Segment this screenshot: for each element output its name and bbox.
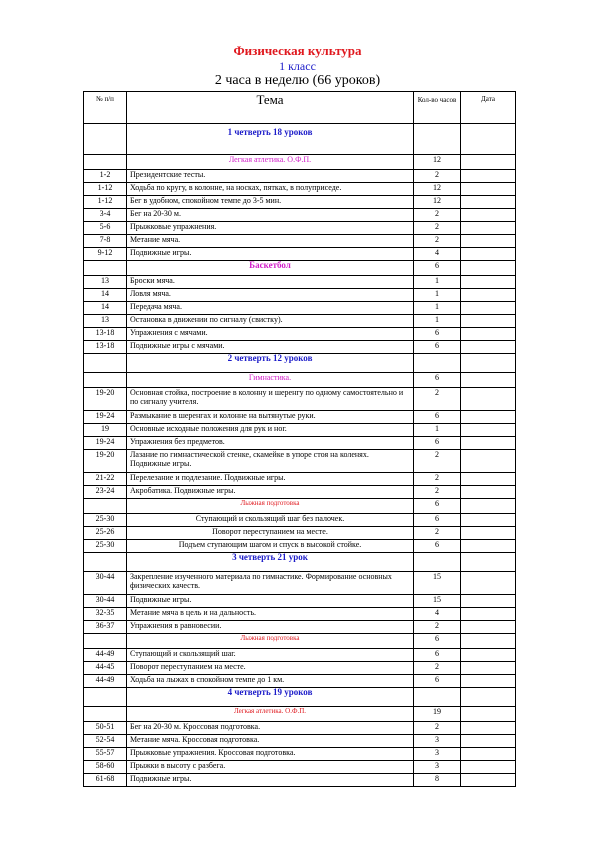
- qty-cell: 2: [414, 235, 461, 248]
- num-cell: 50-51: [84, 722, 127, 735]
- date-cell: [461, 170, 516, 183]
- qty-cell: 4: [414, 608, 461, 621]
- num-cell: 1-12: [84, 183, 127, 196]
- section-row: [84, 707, 516, 722]
- num-cell: 19-20: [84, 388, 127, 411]
- num-cell: 13-18: [84, 328, 127, 341]
- topic-cell: Поворот переступанием на месте.: [127, 527, 414, 540]
- table-row: [84, 388, 516, 411]
- num-cell: 19: [84, 424, 127, 437]
- table-row: [84, 486, 516, 499]
- table-row: [84, 748, 516, 761]
- topic-cell: Ступающий и скользящий шаг.: [127, 649, 414, 662]
- topic-cell: Бег на 20-30 м. Кроссовая подготовка.: [127, 722, 414, 735]
- table-row: [84, 315, 516, 328]
- quarter-title: 3 четверть 21 урок: [127, 553, 414, 572]
- topic-cell: Бег в удобном, спокойном темпе до 3-5 мин.: [127, 196, 414, 209]
- table-row: [84, 328, 516, 341]
- section-title: Легкая атлетика. О.Ф.П.: [127, 707, 414, 722]
- topic-cell: Упражнения в равновесии.: [127, 621, 414, 634]
- table-row: [84, 608, 516, 621]
- page-title: Физическая культура: [233, 43, 362, 58]
- table-row: [84, 222, 516, 235]
- date-cell: [461, 209, 516, 222]
- topic-cell: Броски мяча.: [127, 276, 414, 289]
- quarter-title: 2 четверть 12 уроков: [127, 354, 414, 373]
- grade-label: 1 класс: [279, 59, 316, 73]
- date-cell: [461, 621, 516, 634]
- table-header-row: [84, 92, 516, 124]
- section-row: [84, 634, 516, 649]
- num-cell: 52-54: [84, 735, 127, 748]
- num-cell: [84, 373, 127, 388]
- date-cell: [461, 486, 516, 499]
- date-cell: [461, 774, 516, 787]
- qty-cell: 1: [414, 276, 461, 289]
- qty-cell: 19: [414, 707, 461, 722]
- topic-cell: Подвижные игры.: [127, 595, 414, 608]
- date-cell: [461, 276, 516, 289]
- date-cell: [461, 341, 516, 354]
- qty-cell: 2: [414, 222, 461, 235]
- date-cell: [461, 235, 516, 248]
- table-row: [84, 473, 516, 486]
- qty-cell: 6: [414, 649, 461, 662]
- date-cell: [461, 735, 516, 748]
- topic-cell: Прыжковые упражнения.: [127, 222, 414, 235]
- date-cell: [461, 155, 516, 170]
- date-cell: [461, 595, 516, 608]
- quarter-row: [84, 124, 516, 155]
- num-cell: [84, 354, 127, 373]
- table-row: [84, 595, 516, 608]
- date-cell: [461, 662, 516, 675]
- table-row: [84, 621, 516, 634]
- topic-cell: Ступающий и скользящий шаг без палочек.: [127, 514, 414, 527]
- date-cell: [461, 424, 516, 437]
- qty-cell: 6: [414, 540, 461, 553]
- topic-cell: Основные исходные положения для рук и ног.: [127, 424, 414, 437]
- topic-cell: Подвижные игры.: [127, 774, 414, 787]
- date-cell: [461, 688, 516, 707]
- num-cell: 25-30: [84, 514, 127, 527]
- qty-cell: 2: [414, 662, 461, 675]
- topic-cell: Упражнения с мячами.: [127, 328, 414, 341]
- date-cell: [461, 328, 516, 341]
- date-cell: [461, 748, 516, 761]
- date-cell: [461, 499, 516, 514]
- date-cell: [461, 373, 516, 388]
- topic-cell: Поворот переступанием на месте.: [127, 662, 414, 675]
- section-title: Лыжная подготовка: [127, 499, 414, 514]
- topic-cell: Основная стойка, построение в колонну и шеренгу по одному самостоятельно и по сигналу учителя.: [127, 388, 414, 411]
- table-row: [84, 289, 516, 302]
- date-cell: [461, 649, 516, 662]
- qty-cell: 6: [414, 499, 461, 514]
- table-row: [84, 722, 516, 735]
- table-row: [84, 170, 516, 183]
- section-row: [84, 499, 516, 514]
- topic-cell: Упражнения без предметов.: [127, 437, 414, 450]
- num-cell: 61-68: [84, 774, 127, 787]
- table-row: [84, 675, 516, 688]
- date-cell: [461, 722, 516, 735]
- table-row: [84, 572, 516, 595]
- section-row: [84, 155, 516, 170]
- hours-label: 2 часа в неделю (66 уроков): [214, 73, 381, 88]
- date-cell: [461, 675, 516, 688]
- section-title: Легкая атлетика. О.Ф.П.: [127, 155, 414, 170]
- qty-cell: 6: [414, 514, 461, 527]
- table-row: [84, 540, 516, 553]
- table-row: [84, 437, 516, 450]
- table-row: [84, 183, 516, 196]
- num-cell: 13: [84, 276, 127, 289]
- num-cell: 19-24: [84, 411, 127, 424]
- date-cell: [461, 388, 516, 411]
- section-row: [84, 261, 516, 276]
- section-title: Баскетбол: [127, 261, 414, 276]
- topic-cell: Ловля мяча.: [127, 289, 414, 302]
- section-row: [84, 373, 516, 388]
- date-cell: [461, 761, 516, 774]
- topic-cell: Прыжковые упражнения. Кроссовая подготовка.: [127, 748, 414, 761]
- qty-cell: 2: [414, 621, 461, 634]
- topic-cell: Бег на 20-30 м.: [127, 209, 414, 222]
- num-cell: 7-8: [84, 235, 127, 248]
- date-cell: [461, 248, 516, 261]
- qty-cell: 15: [414, 595, 461, 608]
- date-cell: [461, 183, 516, 196]
- date-cell: [461, 572, 516, 595]
- topic-cell: Ходьба на лыжах в спокойном темпе до 1 км.: [127, 675, 414, 688]
- qty-cell: 2: [414, 527, 461, 540]
- num-cell: 44-45: [84, 662, 127, 675]
- lesson-plan-table: [83, 91, 516, 787]
- num-cell: 14: [84, 302, 127, 315]
- topic-cell: Остановка в движении по сигналу (свистку).: [127, 315, 414, 328]
- num-cell: 36-37: [84, 621, 127, 634]
- qty-cell: [414, 688, 461, 707]
- num-cell: 19-24: [84, 437, 127, 450]
- qty-cell: 2: [414, 170, 461, 183]
- header-date: Дата: [461, 92, 516, 124]
- date-cell: [461, 315, 516, 328]
- table-row: [84, 341, 516, 354]
- date-cell: [461, 354, 516, 373]
- qty-cell: 6: [414, 328, 461, 341]
- num-cell: 1-2: [84, 170, 127, 183]
- qty-cell: 1: [414, 315, 461, 328]
- date-cell: [461, 411, 516, 424]
- topic-cell: Метание мяча в цель и на дальность.: [127, 608, 414, 621]
- num-cell: 9-12: [84, 248, 127, 261]
- table-row: [84, 649, 516, 662]
- table-row: [84, 450, 516, 473]
- qty-cell: 6: [414, 373, 461, 388]
- qty-cell: 1: [414, 289, 461, 302]
- num-cell: 55-57: [84, 748, 127, 761]
- qty-cell: 6: [414, 261, 461, 276]
- table-row: [84, 196, 516, 209]
- qty-cell: 8: [414, 774, 461, 787]
- qty-cell: [414, 354, 461, 373]
- quarter-title: 4 четверть 19 уроков: [127, 688, 414, 707]
- quarter-title: 1 четверть 18 уроков: [127, 124, 414, 155]
- num-cell: 32-35: [84, 608, 127, 621]
- date-cell: [461, 540, 516, 553]
- date-cell: [461, 608, 516, 621]
- qty-cell: 2: [414, 486, 461, 499]
- header-num: № п/п: [84, 92, 127, 124]
- num-cell: 58-60: [84, 761, 127, 774]
- date-cell: [461, 707, 516, 722]
- topic-cell: Президентские тесты.: [127, 170, 414, 183]
- num-cell: [84, 634, 127, 649]
- table-row: [84, 527, 516, 540]
- num-cell: 3-4: [84, 209, 127, 222]
- quarter-row: [84, 354, 516, 373]
- num-cell: 44-49: [84, 675, 127, 688]
- qty-cell: 6: [414, 411, 461, 424]
- date-cell: [461, 450, 516, 473]
- qty-cell: 12: [414, 196, 461, 209]
- date-cell: [461, 196, 516, 209]
- header-topic: Тема: [127, 92, 414, 124]
- qty-cell: 3: [414, 761, 461, 774]
- num-cell: 44-49: [84, 649, 127, 662]
- topic-cell: Лазание по гимнастической стенке, скамейке в упоре стоя на коленях. Подвижные игры.: [127, 450, 414, 473]
- num-cell: [84, 553, 127, 572]
- topic-cell: Передача мяча.: [127, 302, 414, 315]
- qty-cell: 12: [414, 183, 461, 196]
- num-cell: [84, 499, 127, 514]
- date-cell: [461, 527, 516, 540]
- num-cell: 19-20: [84, 450, 127, 473]
- qty-cell: 1: [414, 302, 461, 315]
- table-row: [84, 761, 516, 774]
- qty-cell: 2: [414, 209, 461, 222]
- num-cell: 5-6: [84, 222, 127, 235]
- date-cell: [461, 302, 516, 315]
- qty-cell: 6: [414, 437, 461, 450]
- date-cell: [461, 553, 516, 572]
- num-cell: 25-26: [84, 527, 127, 540]
- table-row: [84, 235, 516, 248]
- num-cell: 1-12: [84, 196, 127, 209]
- date-cell: [461, 261, 516, 276]
- qty-cell: 12: [414, 155, 461, 170]
- table-row: [84, 424, 516, 437]
- section-title: Лыжная подготовка: [127, 634, 414, 649]
- table-row: [84, 662, 516, 675]
- num-cell: 30-44: [84, 572, 127, 595]
- qty-cell: 2: [414, 450, 461, 473]
- table-row: [84, 514, 516, 527]
- quarter-row: [84, 688, 516, 707]
- qty-cell: [414, 124, 461, 155]
- num-cell: 13-18: [84, 341, 127, 354]
- topic-cell: Перелезание и подлезание. Подвижные игры.: [127, 473, 414, 486]
- qty-cell: 2: [414, 722, 461, 735]
- qty-cell: 2: [414, 388, 461, 411]
- qty-cell: 3: [414, 748, 461, 761]
- topic-cell: Ходьба по кругу, в колонне, на носках, пятках, в полуприседе.: [127, 183, 414, 196]
- topic-cell: Подвижные игры с мячами.: [127, 341, 414, 354]
- table-row: [84, 209, 516, 222]
- num-cell: 14: [84, 289, 127, 302]
- topic-cell: Прыжки в высоту с разбега.: [127, 761, 414, 774]
- num-cell: 23-24: [84, 486, 127, 499]
- qty-cell: 6: [414, 341, 461, 354]
- num-cell: [84, 124, 127, 155]
- date-cell: [461, 124, 516, 155]
- qty-cell: 3: [414, 735, 461, 748]
- num-cell: [84, 261, 127, 276]
- num-cell: 21-22: [84, 473, 127, 486]
- header-qty: Кол-во часов: [414, 92, 461, 124]
- date-cell: [461, 222, 516, 235]
- quarter-row: [84, 553, 516, 572]
- num-cell: 13: [84, 315, 127, 328]
- table-body: [84, 124, 516, 787]
- date-cell: [461, 514, 516, 527]
- num-cell: 25-30: [84, 540, 127, 553]
- num-cell: [84, 688, 127, 707]
- topic-cell: Подъем ступающим шагом и спуск в высокой стойке.: [127, 540, 414, 553]
- table-row: [84, 276, 516, 289]
- topic-cell: Акробатика. Подвижные игры.: [127, 486, 414, 499]
- section-title: Гимнастика.: [127, 373, 414, 388]
- table-row: [84, 735, 516, 748]
- qty-cell: 15: [414, 572, 461, 595]
- num-cell: [84, 155, 127, 170]
- table-row: [84, 411, 516, 424]
- date-cell: [461, 473, 516, 486]
- table-row: [84, 302, 516, 315]
- qty-cell: 6: [414, 675, 461, 688]
- qty-cell: 1: [414, 424, 461, 437]
- num-cell: [84, 707, 127, 722]
- qty-cell: [414, 553, 461, 572]
- topic-cell: Метание мяча.: [127, 235, 414, 248]
- qty-cell: 2: [414, 473, 461, 486]
- table-row: [84, 774, 516, 787]
- topic-cell: Подвижные игры.: [127, 248, 414, 261]
- table-row: [84, 248, 516, 261]
- date-cell: [461, 289, 516, 302]
- date-cell: [461, 634, 516, 649]
- num-cell: 30-44: [84, 595, 127, 608]
- qty-cell: 4: [414, 248, 461, 261]
- qty-cell: 6: [414, 634, 461, 649]
- topic-cell: Метание мяча. Кроссовая подготовка.: [127, 735, 414, 748]
- topic-cell: Закрепление изученного материала по гимнастике. Формирование основных физических качеств.: [127, 572, 414, 595]
- topic-cell: Размыкание в шеренгах и колонне на вытянутые руки.: [127, 411, 414, 424]
- date-cell: [461, 437, 516, 450]
